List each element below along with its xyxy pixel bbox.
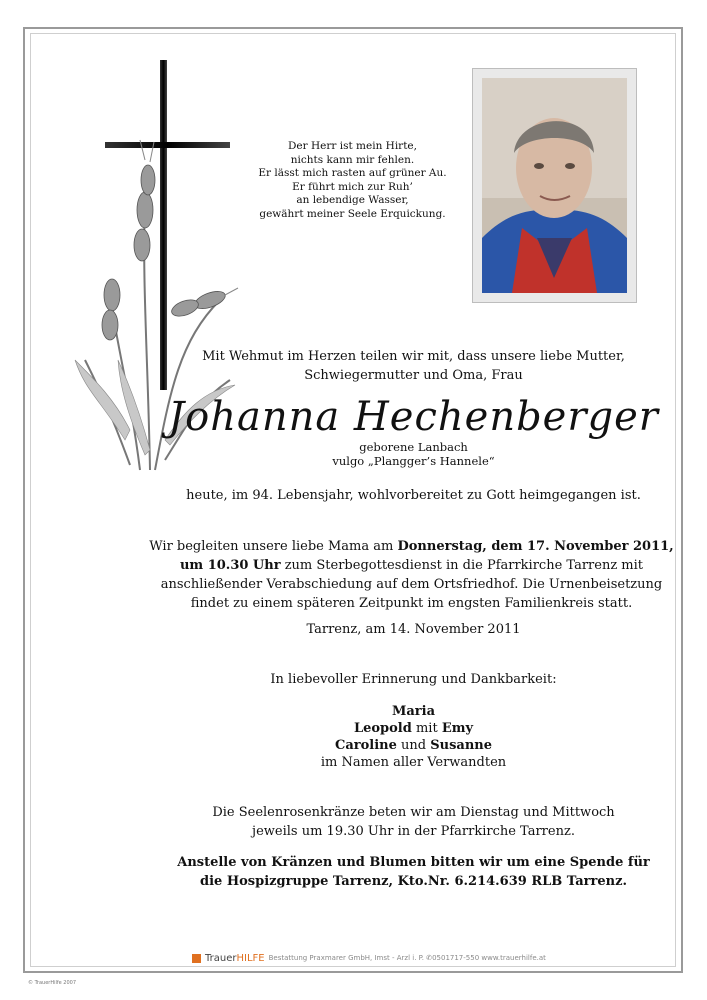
- funeral-line: [58, 537, 707, 556]
- trauerhilfe-logo-icon: [192, 954, 201, 963]
- logo-word: Trauer: [205, 952, 237, 964]
- donation-line: die Hospizgruppe Tarrenz, Kto.Nr. 6.214.639 RLB Tarrenz.: [200, 874, 627, 889]
- funeral-text: zum Sterbegottesdienst in die Pfarrkirche Tarrenz mit: [280, 558, 644, 573]
- family-list: [60, 703, 707, 771]
- memory-line: In liebevoller Erinnerung und Dankbarkeit:: [270, 672, 557, 687]
- family-member: [60, 720, 707, 737]
- family-name: Emy: [441, 721, 474, 736]
- birth-info: [60, 440, 707, 468]
- place-date: Tarrenz, am 14. November 2011: [306, 622, 521, 637]
- copyright: © TrauerHilfe 2007: [28, 980, 77, 986]
- family-name: Leopold: [353, 721, 412, 736]
- logo-word-accent: HILFE: [236, 952, 265, 964]
- deceased-name: Johanna Hechenberger: [168, 394, 659, 440]
- psalm-line: nichts kann mir fehlen.: [290, 153, 415, 166]
- connector: und: [396, 738, 431, 753]
- intro-line: Schwiegermutter und Oma, Frau: [304, 368, 523, 383]
- connector: mit: [411, 721, 442, 736]
- donation-line: Anstelle von Kränzen und Blumen bitten wir um eine Spende für: [177, 855, 650, 870]
- funeral-line: [58, 556, 707, 575]
- logo-text: [205, 953, 265, 964]
- psalm-verse: [245, 140, 460, 221]
- footer-details: Bestattung Praxmarer GmbH, Imst - Arzl i. P. ✆0501717-550 www.trauerhilfe.at: [268, 954, 546, 962]
- family-member: [60, 737, 707, 754]
- rosary-line: jeweils um 19.30 Uhr in der Pfarrkirche Tarrenz.: [252, 824, 575, 839]
- funeral-announcement: [58, 537, 707, 613]
- funeral-date: Donnerstag, dem 17. November 2011,: [397, 539, 674, 554]
- psalm-line: Er führt mich zur Ruh’: [292, 180, 413, 193]
- birth-name: geborene Lanbach: [359, 440, 468, 454]
- relatives-line: im Namen aller Verwandten: [320, 755, 507, 770]
- family-name: Susanne: [430, 738, 492, 753]
- funeral-line: findet zu einem späteren Zeitpunkt im engsten Familienkreis statt.: [190, 596, 633, 611]
- family-name: Caroline: [335, 738, 397, 753]
- funeral-text: Wir begleiten unsere liebe Mama am: [149, 539, 398, 554]
- psalm-line: Er lässt mich rasten auf grüner Au.: [258, 167, 447, 179]
- rosary-info: [60, 803, 707, 841]
- passing-statement: heute, im 94. Lebensjahr, wohlvorbereitet zu Gott heimgegangen ist.: [186, 488, 641, 503]
- footer: [192, 951, 546, 965]
- donation-request: [60, 853, 707, 891]
- psalm-line: an lebendige Wasser,: [296, 194, 409, 206]
- intro-text: [60, 347, 707, 385]
- family-member: [60, 703, 707, 720]
- funeral-time: um 10.30 Uhr: [179, 558, 281, 573]
- nickname: vulgo „Plangger’s Hannele“: [332, 454, 495, 468]
- psalm-line: gewährt meiner Seele Erquickung.: [259, 207, 446, 220]
- intro-line: Mit Wehmut im Herzen teilen wir mit, dass unsere liebe Mutter,: [202, 349, 625, 364]
- portrait-frame: [472, 68, 637, 303]
- funeral-line: anschließender Verabschiedung auf dem Ortsfriedhof. Die Urnenbeisetzung: [160, 577, 663, 592]
- psalm-line: Der Herr ist mein Hirte,: [288, 140, 417, 152]
- rosary-line: Die Seelenrosenkränze beten wir am Dienstag und Mittwoch: [212, 805, 615, 820]
- portrait-photo: [482, 78, 627, 293]
- family-name: Maria: [391, 704, 436, 719]
